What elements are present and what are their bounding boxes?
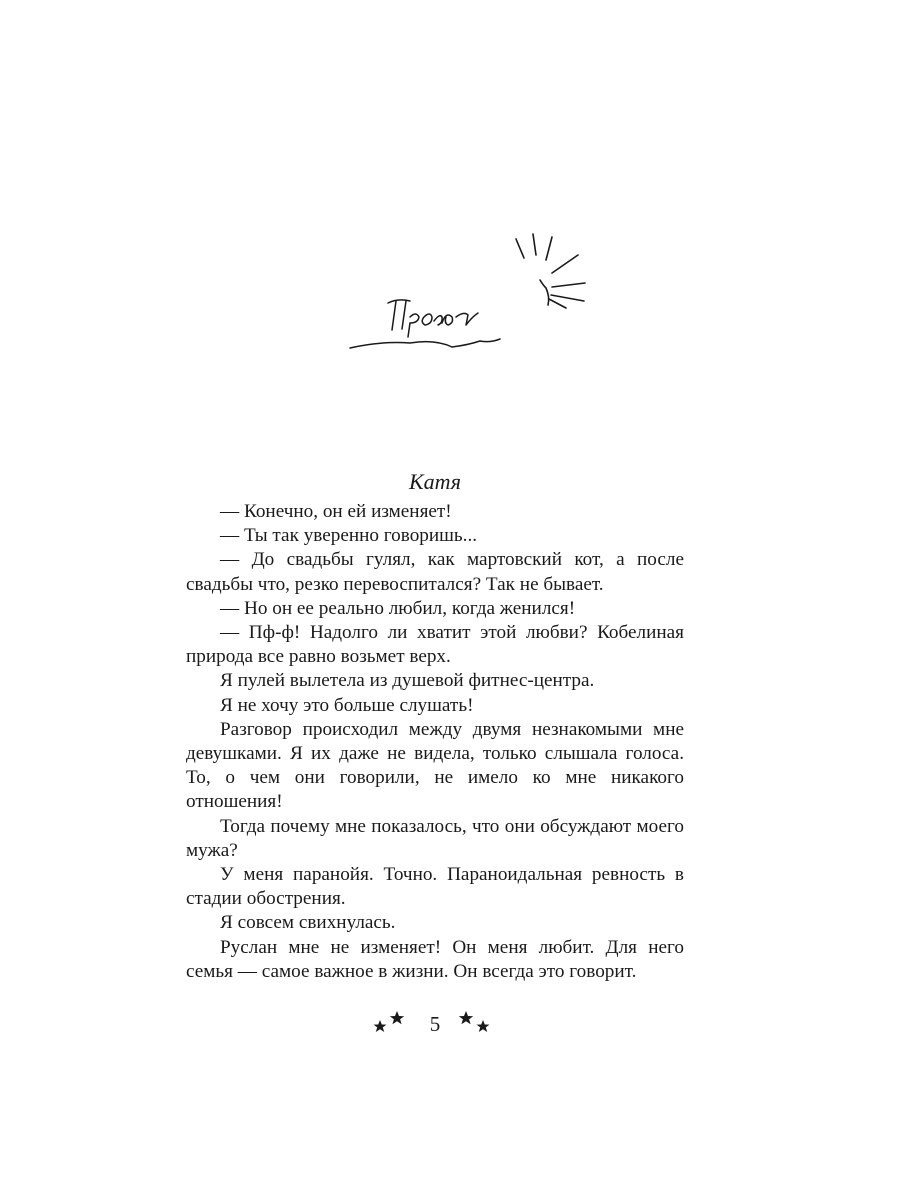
page-number: 5 <box>429 1012 441 1036</box>
stars-icon <box>372 1009 412 1039</box>
page-footer <box>370 1005 500 1045</box>
chapter-ornament <box>340 225 600 360</box>
narrator-heading: Катя <box>409 469 461 494</box>
paragraph: — Конечно, он ей изменяет! <box>220 501 452 522</box>
paragraph: Я пулей вылетела из душевой фитнес-центра. <box>220 670 595 692</box>
sun-rays-handwritten-title-icon <box>340 225 600 360</box>
paragraph: — До свадьбы гулял, как мартовский кот, а после свадьбы что, резко перевоспитался? Так не бывает. <box>186 549 684 595</box>
paragraph: Тогда почему мне показалось, что они обсуждают моего мужа? <box>186 815 684 861</box>
paragraph: — Но он ее реально любил, когда женился! <box>220 597 576 619</box>
paragraph: Я совсем свихнулась. <box>220 912 396 934</box>
paragraph: Я не хочу это больше слушать! <box>220 694 474 716</box>
paragraph: У меня паранойя. Точно. Параноидальная ревность в стадии обострения. <box>186 864 684 910</box>
paragraph: — Пф-ф! Надолго ли хватит этой любви? Кобелиная природа все равно возьмет верх. <box>186 622 684 668</box>
stars-icon <box>456 1009 496 1039</box>
paragraph: Руслан мне не изменяет! Он меня любит. Для него семья — самое важное в жизни. Он всегда это говорит. <box>186 936 684 982</box>
paragraph: — Ты так уверенно говоришь... <box>220 525 478 547</box>
paragraph: Разговор происходил между двумя незнакомыми мне девушками. Я их даже не видела, только слышала голоса. То, о чем они говорили, не имело ко мне никакого отношения! <box>186 718 684 813</box>
body-text <box>186 500 684 984</box>
